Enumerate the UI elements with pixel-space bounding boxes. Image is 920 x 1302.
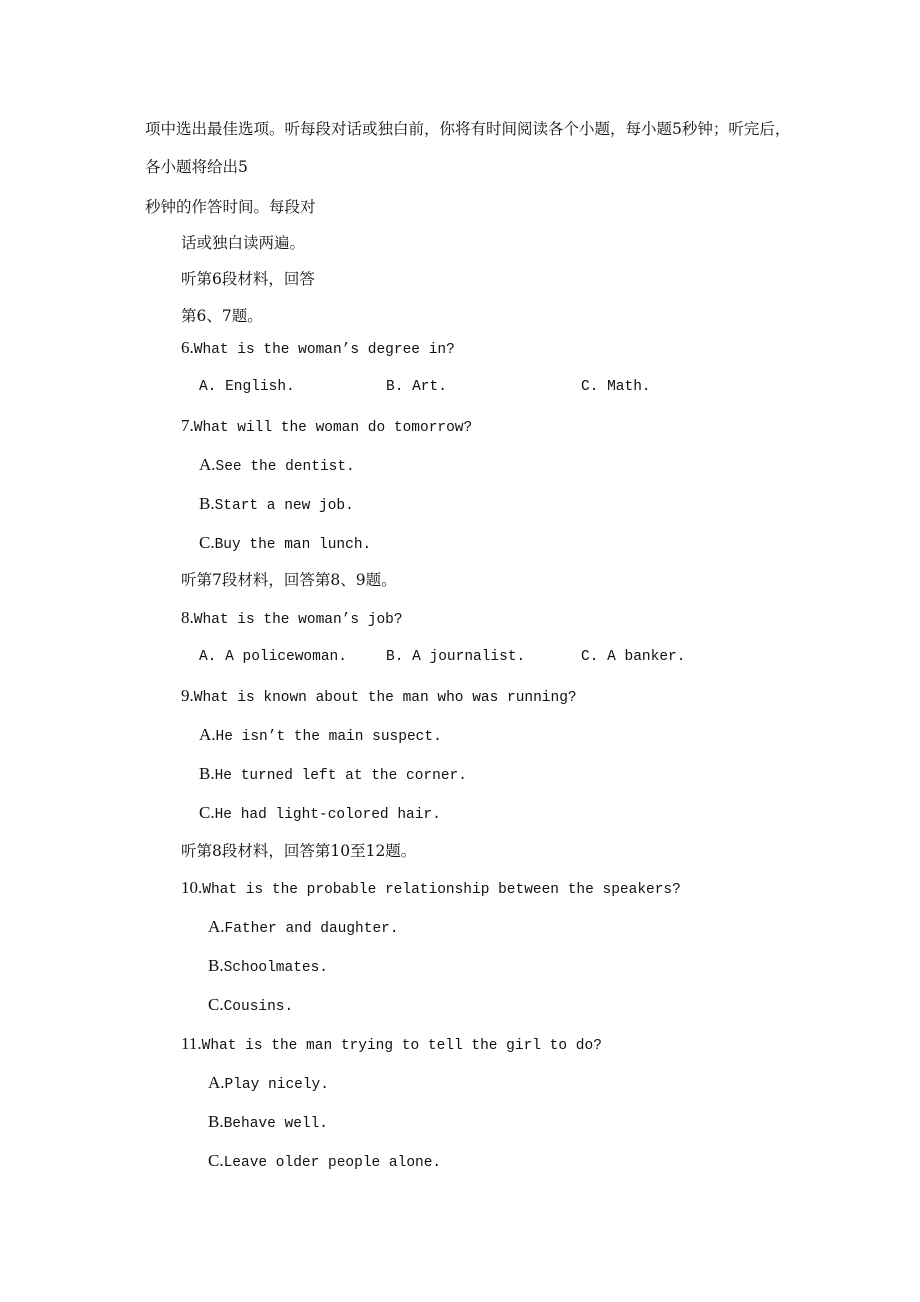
question-number: 11. xyxy=(181,1034,202,1053)
instructions-line-4: 话或独白读两遍。 xyxy=(181,234,306,252)
question-number: 9. xyxy=(181,686,194,705)
option-letter: C. xyxy=(208,1151,224,1170)
question-text: What will the woman do tomorrow? xyxy=(193,420,473,436)
question-text: What is known about the man who was running? xyxy=(193,690,577,706)
question-number: 10. xyxy=(181,878,203,897)
option-text: He turned left at the corner. xyxy=(214,768,467,784)
question-11 xyxy=(181,1034,602,1056)
option-letter: A. xyxy=(208,917,225,936)
option-letter: A. xyxy=(199,455,216,474)
question-text: What is the probable relationship between the speakers? xyxy=(202,882,681,898)
option-b[interactable] xyxy=(199,764,467,786)
question-text: What is the man trying to tell the girl to do? xyxy=(201,1038,602,1054)
option-text: Cousins. xyxy=(223,999,294,1015)
question-number: 8. xyxy=(181,608,194,627)
option-b[interactable]: B. A journalist. xyxy=(386,649,526,665)
question-7 xyxy=(181,416,472,438)
option-b[interactable] xyxy=(208,1112,328,1134)
option-text: Father and daughter. xyxy=(224,921,399,937)
option-letter: B. xyxy=(199,764,215,783)
instructions-line-2: 各小题将给出5 xyxy=(145,158,248,176)
option-letter: C. xyxy=(199,803,215,822)
question-text: What is the woman’s job? xyxy=(193,612,403,628)
option-text: Start a new job. xyxy=(214,498,354,514)
option-a[interactable] xyxy=(199,725,442,747)
option-text: Buy the man lunch. xyxy=(214,537,372,553)
question-9 xyxy=(181,686,577,708)
question-10 xyxy=(181,878,681,900)
section-7-heading: 听第7段材料，回答第8、9题。 xyxy=(181,571,397,589)
option-letter: B. xyxy=(208,956,224,975)
question-number: 7. xyxy=(181,416,194,435)
option-a[interactable] xyxy=(199,455,355,477)
option-letter: C. xyxy=(199,533,215,552)
option-c[interactable]: C. A banker. xyxy=(581,649,686,665)
option-letter: A. xyxy=(208,1073,225,1092)
option-c[interactable] xyxy=(208,995,293,1017)
section-6-questions: 第6、7题。 xyxy=(181,307,263,325)
question-number: 6. xyxy=(181,338,194,357)
option-letter: B. xyxy=(199,494,215,513)
section-6-heading: 听第6段材料，回答 xyxy=(181,270,315,288)
option-a[interactable]: A. English. xyxy=(199,379,295,395)
option-b[interactable] xyxy=(199,494,354,516)
option-text: He isn’t the main suspect. xyxy=(215,729,442,745)
option-text: See the dentist. xyxy=(215,459,355,475)
option-b[interactable] xyxy=(208,956,328,978)
instructions-line-3: 秒钟的作答时间。每段对 xyxy=(145,198,316,216)
option-c[interactable] xyxy=(199,803,441,825)
option-letter: C. xyxy=(208,995,224,1014)
option-c[interactable] xyxy=(208,1151,441,1173)
option-a[interactable] xyxy=(208,917,399,939)
option-text: Schoolmates. xyxy=(223,960,329,976)
option-b[interactable]: B. Art. xyxy=(386,379,447,395)
option-letter: A. xyxy=(199,725,216,744)
instructions-line-1: 项中选出最佳选项。听每段对话或独白前，你将有时间阅读各个小题，每小题5秒钟；听完后， xyxy=(145,120,791,138)
option-a[interactable]: A. A policewoman. xyxy=(199,649,347,665)
option-text: He had light-colored hair. xyxy=(214,807,441,823)
option-c[interactable] xyxy=(199,533,371,555)
option-letter: B. xyxy=(208,1112,224,1131)
option-text: Behave well. xyxy=(223,1116,329,1132)
option-c[interactable]: C. Math. xyxy=(581,379,651,395)
question-text: What is the woman’s degree in? xyxy=(193,342,455,358)
question-8 xyxy=(181,608,403,630)
question-6 xyxy=(181,338,455,360)
option-text: Leave older people alone. xyxy=(223,1155,442,1171)
option-text: Play nicely. xyxy=(224,1077,329,1093)
option-a[interactable] xyxy=(208,1073,329,1095)
section-8-heading: 听第8段材料，回答第10至12题。 xyxy=(181,842,417,860)
